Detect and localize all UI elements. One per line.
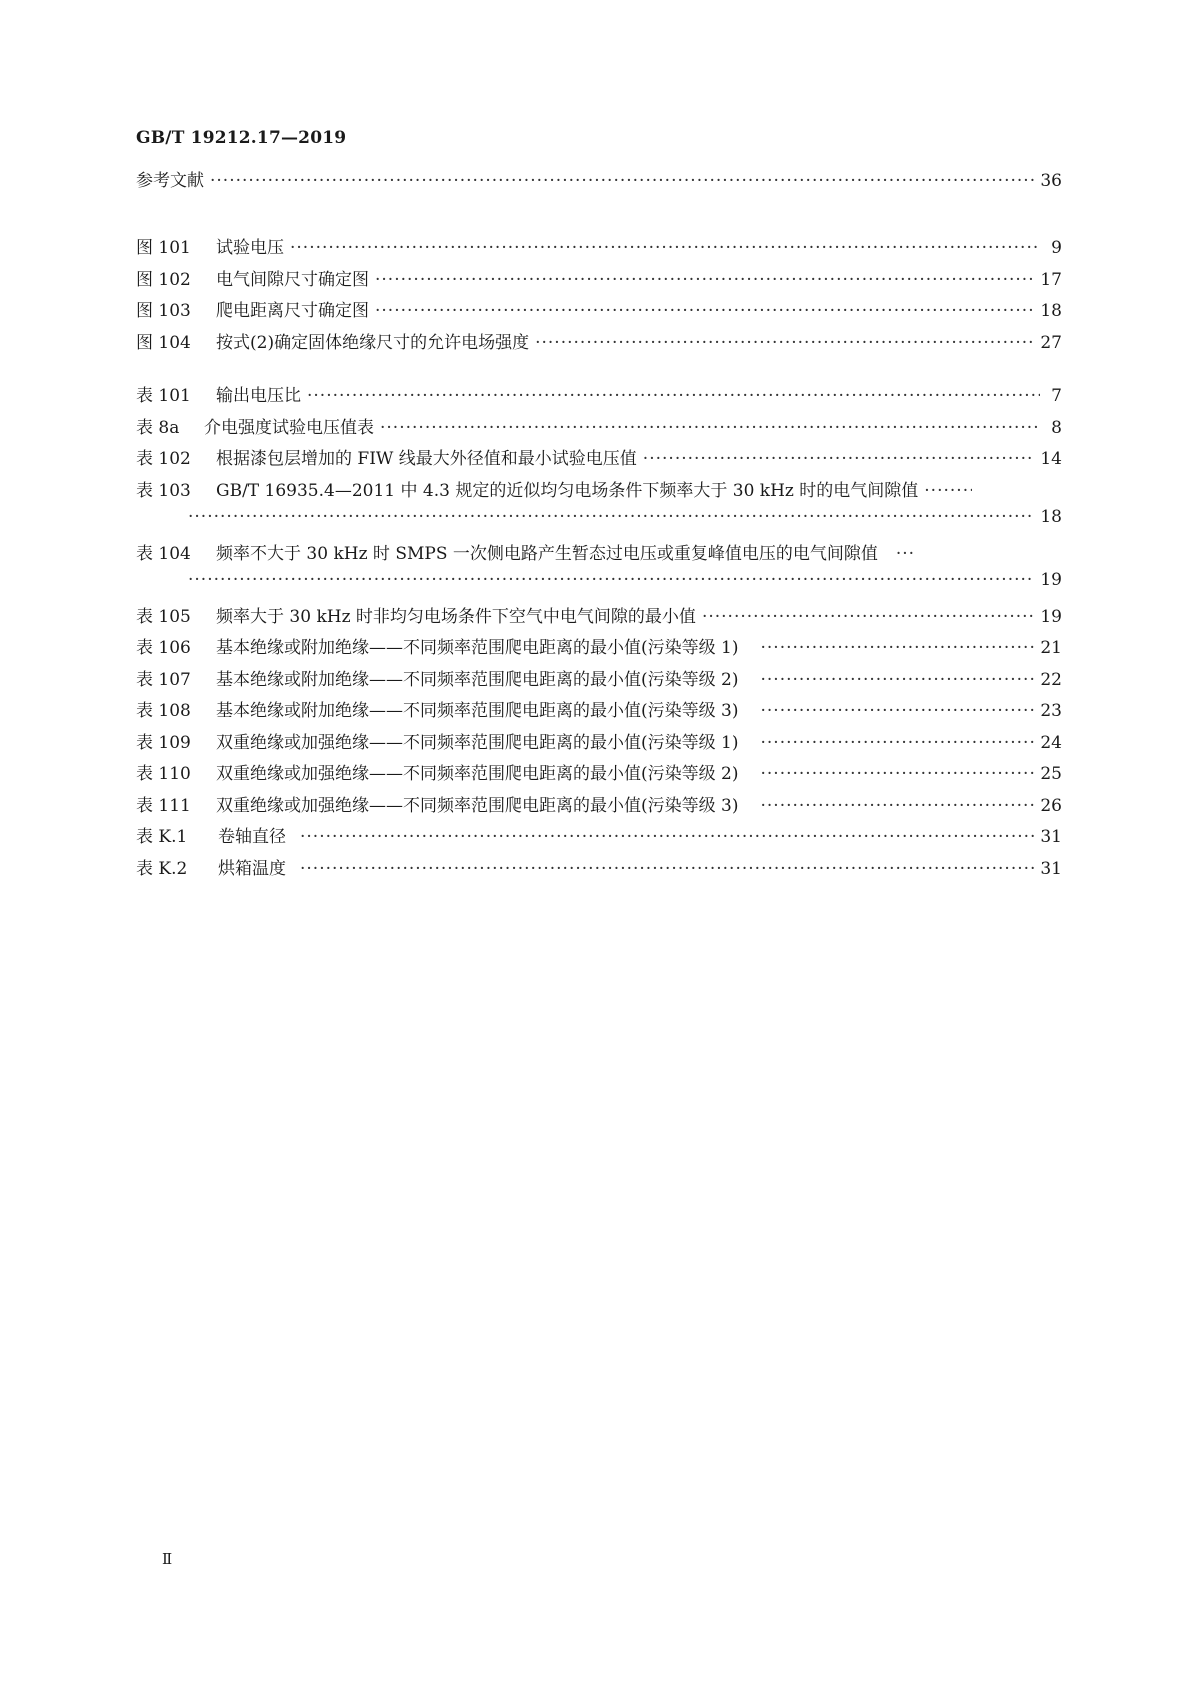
toc-title: 输出电压比 <box>216 386 301 406</box>
toc-page: 23 <box>1040 701 1062 721</box>
toc-page: 21 <box>1040 638 1062 658</box>
toc-page: 19 <box>1040 570 1062 590</box>
leader-dots <box>188 507 1034 527</box>
toc-label: 表 111 <box>136 795 191 816</box>
toc-label: 表 105 <box>136 606 191 627</box>
toc-entry-figure[interactable] <box>136 233 1062 265</box>
leader-dots <box>300 827 1034 847</box>
toc-entry-references[interactable] <box>136 166 1062 198</box>
toc-title: 基本绝缘或附加绝缘——不同频率范围爬电距离的最小值(污染等级 3) <box>216 701 739 721</box>
toc-label: 图 103 <box>136 301 191 321</box>
toc-entry-figure[interactable] <box>136 328 1062 360</box>
toc-title: 爬电距离尺寸确定图 <box>216 301 369 321</box>
leader-dots <box>924 481 972 501</box>
toc-entry-table[interactable] <box>136 602 1062 634</box>
leader-dots <box>300 859 1034 879</box>
standard-number: GB/T 19212.17—2019 <box>136 128 347 148</box>
toc-label: 表 106 <box>136 638 191 658</box>
leader-dots <box>380 418 1040 438</box>
leader-dots <box>375 301 1034 321</box>
toc-title: GB/T 16935.4—2011 中 4.3 规定的近似均匀电场条件下频率大于 30 kHz 时的电气间隙值 <box>216 480 919 501</box>
toc-label: 表 K.1 <box>136 827 188 847</box>
toc-page: 9 <box>1051 238 1062 258</box>
leader-dots <box>375 270 1034 290</box>
leader-dots <box>702 607 1034 627</box>
toc-label: 图 102 <box>136 269 191 290</box>
toc-title: 频率大于 30 kHz 时非均匀电场条件下空气中电气间隙的最小值 <box>216 606 696 627</box>
toc-label: 图 101 <box>136 238 191 258</box>
toc-page: 24 <box>1040 732 1062 753</box>
toc-label: 图 104 <box>136 332 191 353</box>
toc-label: 表 8a <box>136 417 180 438</box>
toc-title: 根据漆包层增加的 FIW 线最大外径值和最小试验电压值 <box>216 449 637 469</box>
leader-dots <box>188 570 1034 590</box>
leader-dots <box>210 171 1034 191</box>
toc-page: 18 <box>1040 301 1062 321</box>
toc-label: 表 K.2 <box>136 858 188 879</box>
toc-title: 试验电压 <box>216 238 284 258</box>
toc-title: 基本绝缘或附加绝缘——不同频率范围爬电距离的最小值(污染等级 1) <box>216 638 739 658</box>
toc-page: 14 <box>1040 449 1062 469</box>
toc-entry-table[interactable] <box>136 854 1062 886</box>
toc-title: 双重绝缘或加强绝缘——不同频率范围爬电距离的最小值(污染等级 3) <box>216 795 739 816</box>
toc-title: 烘箱温度 <box>218 858 286 879</box>
toc-page: 7 <box>1051 386 1062 406</box>
toc-entry-table[interactable] <box>136 665 1062 697</box>
toc-page: 19 <box>1040 606 1062 627</box>
toc-entry-figure[interactable] <box>136 265 1062 297</box>
toc-title: 基本绝缘或附加绝缘——不同频率范围爬电距离的最小值(污染等级 2) <box>216 669 739 690</box>
toc-label: 表 101 <box>136 386 191 406</box>
toc-title: 介电强度试验电压值表 <box>204 417 374 438</box>
figure-list <box>136 233 1062 359</box>
toc-page: 36 <box>1040 171 1062 191</box>
toc-title: 频率不大于 30 kHz 时 SMPS 一次侧电路产生暂态过电压或重复峰值电压的电气间隙值 <box>216 543 878 564</box>
toc-label: 表 108 <box>136 701 191 721</box>
leader-dots <box>307 386 1040 406</box>
toc-entry-table[interactable] <box>136 476 1062 508</box>
toc-entry-table[interactable] <box>136 759 1062 791</box>
toc-entry-table-continued[interactable] <box>136 570 1062 602</box>
toc-title: 卷轴直径 <box>218 827 286 847</box>
toc-entry-figure[interactable] <box>136 296 1062 328</box>
toc-label: 表 107 <box>136 669 191 690</box>
toc-label: 表 104 <box>136 543 191 564</box>
toc-page: 17 <box>1040 269 1062 290</box>
toc-entry-table[interactable] <box>136 539 1062 571</box>
toc-entry-table[interactable] <box>136 822 1062 854</box>
toc-entry-table[interactable] <box>136 444 1062 476</box>
toc-label: 表 103 <box>136 480 191 501</box>
toc-title: 双重绝缘或加强绝缘——不同频率范围爬电距离的最小值(污染等级 2) <box>216 764 739 784</box>
toc-title: 参考文献 <box>136 171 204 191</box>
toc-entry-table[interactable] <box>136 413 1062 445</box>
toc-title: 电气间隙尺寸确定图 <box>216 269 369 290</box>
toc-entry-table[interactable] <box>136 791 1062 823</box>
leader-dots <box>760 638 1034 658</box>
toc-page: 25 <box>1040 764 1062 784</box>
page-number: Ⅱ <box>162 1550 173 1568</box>
toc-entry-table[interactable] <box>136 381 1062 413</box>
leader-dots <box>760 670 1034 690</box>
toc-title: 按式(2)确定固体绝缘尺寸的允许电场强度 <box>216 332 530 353</box>
toc-entry-table[interactable] <box>136 633 1062 665</box>
toc-page: 31 <box>1040 827 1062 847</box>
references-section <box>136 166 1062 198</box>
toc-page: 8 <box>1051 417 1062 438</box>
table-list <box>136 381 1062 885</box>
leader-dots <box>760 733 1034 753</box>
toc-title: 双重绝缘或加强绝缘——不同频率范围爬电距离的最小值(污染等级 1) <box>216 732 739 753</box>
toc-page: 18 <box>1040 507 1062 527</box>
toc-entry-table[interactable] <box>136 696 1062 728</box>
leader-dots <box>896 544 916 564</box>
toc-page: 31 <box>1040 858 1062 879</box>
toc-entry-table-continued[interactable] <box>136 507 1062 539</box>
toc-label: 表 102 <box>136 449 191 469</box>
leader-dots <box>760 764 1034 784</box>
toc-page: 26 <box>1040 795 1062 816</box>
leader-dots <box>643 449 1035 469</box>
toc-page: 22 <box>1040 669 1062 690</box>
toc-page: 27 <box>1040 332 1062 353</box>
toc-entry-table[interactable] <box>136 728 1062 760</box>
toc-label: 表 110 <box>136 764 191 784</box>
toc-label: 表 109 <box>136 732 191 753</box>
leader-dots <box>760 796 1034 816</box>
leader-dots <box>535 333 1034 353</box>
leader-dots <box>760 701 1034 721</box>
leader-dots <box>290 238 1040 258</box>
